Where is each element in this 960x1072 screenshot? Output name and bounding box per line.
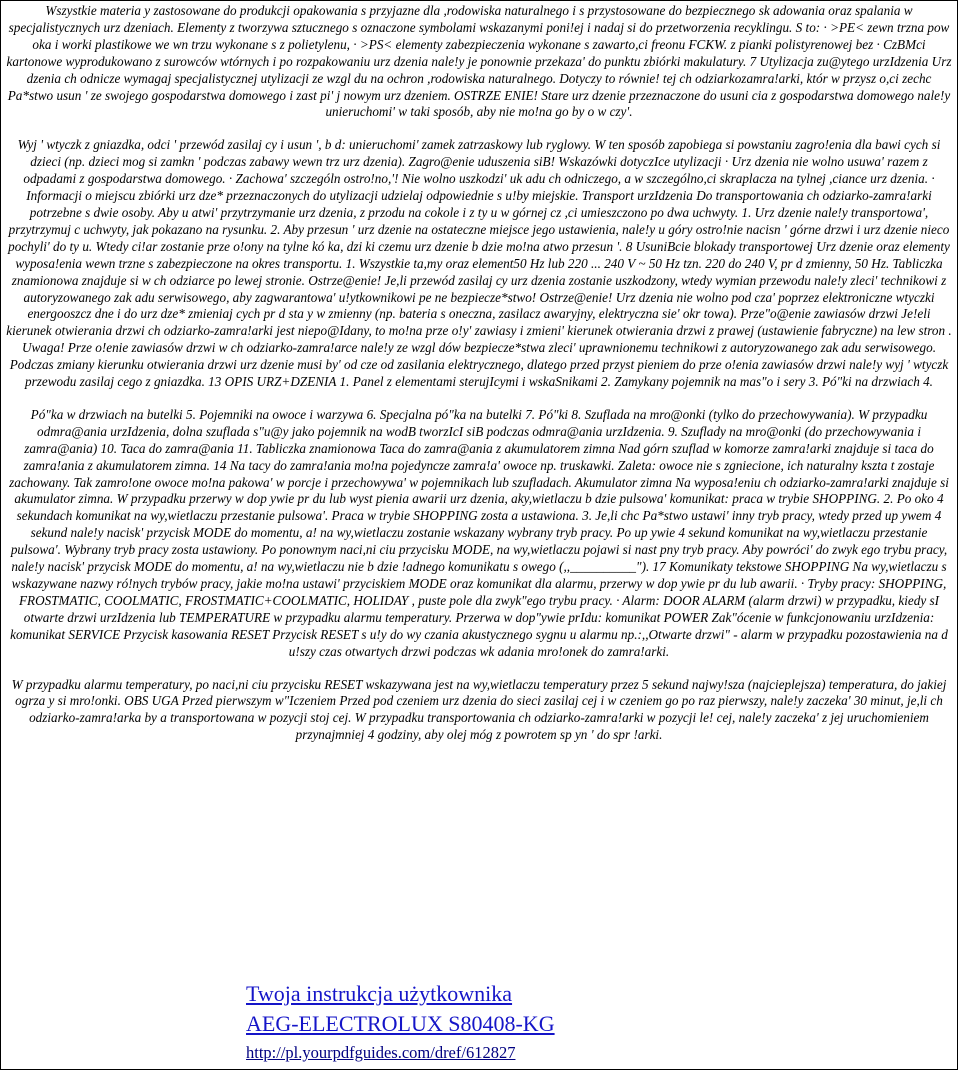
paragraph-description: Pó"ka w drzwiach na butelki 5. Pojemniki na owoce i warzywa 6. Specjalna pó"ka na butelki 7. Pó"ki 8. Szuflada na mro@onki (tylko do przechowywania). W przypadku odmra@ania urzIdzenia, dolna szuflada s"u@y jako pojemnik na wodB tworzIcI siB podczas odmra@ania urzIdzenia. 9. Szuflady na mro@onki (do przechowywania i zamra@ania) 10. Taca do zamra@ania 11. Tabliczka znamionowa Taca do zamra@ania z akumulatorem zimna Nad górn szuflad w komorze zamra!arki znajduje si taca do zamra!ania z akumulatorem zimna. 14 Na tacy do zamra!ania mo!na pojedyncze zamra!a' owoce np. truskawki. Zaleta: owoce nie s zgniecione, ich naturalny kszta t zostaje zachowany. Tak zamro!one owoce mo!na pakowa' w porcje i przechowywa' w pojemnikach lub szufladach. Akumulator zimna Na wyposa!eniu ch odziarko-zamra!arki znajduje si akumulator zimna. W przypadku przerwy w dop ywie pr du lub wyst pienia awarii urz dzenia, aky,wietlaczu b dzie pulsowa' komunikat: praca w trybie SHOPPING. 2. Po oko 4 sekundach komunikat na wy,wietlaczu przestanie pulsowa'. Praca w trybie SHOPPING zosta a ustawiona. 3. Je,li chc Pa*stwo ustawi' inny tryb pracy, wtedy przed up ywem 4 sekund nale!y nacisk' przycisk MODE do momentu, a! na wy,wietlaczu zostanie wskazany wybrany tryb pracy. Po up ywie 4 sekund komunikat na wy,wietlaczu przestanie pulsowa'. Wybrany tryb pracy zosta ustawiony. Po ponownym naci,ni ciu przycisku MODE, na wy,wietlaczu pojawi si nast pny tryb pracy. Aby powróci' do zwyk ego trybu pracy, nale!y nacisk' przycisk MODE do momentu, a! na wy,wietlaczu nie b dzie !adnego komunikatu s owego (,,__________"). 17 Komunikaty tekstowe SHOPPING Na wy,wietlaczu s wskazywane nazwy ró!nych trybów pracy, jakie mo!na ustawi' przyciskiem MODE oraz komunikat dla alarmu, przerwy w dop ywie pr du lub awarii. · Tryby pracy: SHOPPING, FROSTMATIC, COOLMATIC, FROSTMATIC+COOLMATIC, HOLIDAY , puste pole dla zwyk"ego trybu pracy. · Alarm: DOOR ALARM (alarm drzwi) w przypadku, kiedy sI otwarte drzwi urzIdzenia lub TEMPERATURE w przypadku alarmu temperatury. Przerwa w dop"ywie prIdu: komunikat POWER Zak"ócenie w funkcjonowaniu urzIdzenia: komunikat SERVICE Przycisk kasowania RESET Przycisk RESET s u!y do wy czania akustycznego sygnu u alarmu np.:,,Otwarte drzwi" - alarm w przypadku pozostawienia na d u!szy czas otwartych drzwi podczas wk adania mro!onek do zamra!arki. bbox=[9, 406, 949, 659]
paragraph-recycling: Wszystkie materia y zastosowane do produkcji opakowania s przyjazne dla ,rodowiska naturalnego i s przystosowane do bezpiecznego sk adowania oraz spalania w specjalistycznych urz dzeniach. Elementy z tworzywa sztucznego s oznaczone symbolami wskazanymi poni!ej i nadaj si do przetworzenia recyklingu. S to: · >PE< zewn trzna pow oka i worki plastikowe we wn trzu wykonane s z polietylenu, · >PS< elementy zabezpieczenia wykonane s zawarto,ci freonu FCKW. z pianki polistyrenowej bez · CzBMci kartonowe wyprodukowano z surowców wtórnych i po rozpakowaniu urz dzenia nale!y je ponownie przekaza' do punktu zbiórki makulatury. 7 Utylizacja zu@ytego urzIdzenia Urz dzenia ch odnicze wymagaj specjalistycznej utylizacji ze wzgl du na ochron ,rodowiska naturalnego. Dotyczy to równie! tej ch odziarkozamra!arki, któr w przysz o,ci zechc Pa*stwo usun ' ze swojego gospodarstwa domowego i zast pi' j nowym urz dzeniem. OSTRZE ENIE! Stare urz dzenie przeznaczone do usuni cia z gospodarstwa domowego nale!y unieruchomi' w taki sposób, aby nie mo!na go by o w czy'. bbox=[6, 3, 952, 120]
manual-title-link[interactable]: Twoja instrukcja użytkownika bbox=[246, 981, 513, 1006]
footer-links bbox=[246, 979, 555, 1067]
paragraph-transport: Wyj ' wtyczk z gniazdka, odci ' przewód zasilaj cy i usun ', b d: unieruchomi' zamek zatrzaskowy lub ryglowy. W ten sposób zapobiega si powstaniu zagro!enia dla bawi cych si dzieci (np. dzieci mog si zamkn ' podczas zabawy wewn trz urz dzenia). Zagro@enie uduszenia siB! Wskazówki dotyczIce utylizacji · Urz dzenia nie wolno usuwa' razem z odpadami z gospodarstwa domowego. · Zachowa' szczególn ostro!no,'! Nie wolno uszkodzi' uk adu ch odniczego, a w szczególno,ci skraplacza na tylnej ,ciance urz dzenia. · Informacji o miejscu zbiórki urz dze* przeznaczonych do utylizacji udzielaj odpowiednie s u!by miejskie. Transport urzIdzenia Do transportowania ch odziarko-zamra!arki potrzebne s dwie osoby. Aby u atwi' przytrzymanie urz dzenia, z przodu na cokole i z ty u w górnej cz ,ci umieszczono po dwa uchwyty. 1. Urz dzenie nale!y transportowa', przytrzymuj c uchwyty, jak pokazano na rysunku. 2. Aby przesun ' urz dzenie na ostateczne miejsce jego ustawienia, nale!y u góry ostro!nie nacisn ' górne drzwi i urz dzenie nieco pochyli' do ty u. Wtedy ci!ar zostanie prze o!ony na tylne kó ka, dzi ki czemu urz dzenie b dzie mo!na atwo przesun '. 8 UsuniBcie blokady transportowej Urz dzenie oraz elementy wyposa!enia wewn trzne s zabezpieczone na okres transportu. 1. Wszystkie ta,my oraz element50 Hz lub 220 ... 240 V ~ 50 Hz tzn. 220 do 240 V, pr d zmienny, 50 Hz. Tabliczka znamionowa znajduje si w ch odziarce po lewej stronie. Ostrze@enie! Je,li przewód zasilaj cy urz dzenia zostanie uszkodzony, wtedy wymian przewodu nale!y zleci' technikowi z autoryzowanego zak adu serwisowego, aby zagwarantowa' u!ytkownikowi pe ne bezpiecze*stwo! Ostrze@enie! Urz dzenia nie wolno pod cza' poprzez elektroniczne wtyczki energooszcz dne i do urz dze* zmieniaj cych pr d sta y w zmienny (np. bateria s oneczna, zasilacz awaryjny, elektryczna sie' okr towa). Prze"o@enie zawiasów drzwi Je!eli kierunek otwierania drzwi ch odziarko-zamra!arki jest niepo@Idany, to mo!na prze o!y' zawiasy i zmieni' kierunek otwierania drzwi z prawej (ustawienie fabryczne) na lew stron . Uwaga! Prze o!enie zawiasów drzwi w ch odziarko-zamra!arce nale!y ze wzgl dów bezpiecze*stwa zleci' uprawnionemu technikowi z autoryzowanego zak adu serwisowego. Podczas zmiany kierunku otwierania drzwi urz dzenie musi by' od cze od zasilania elektrycznego, dlatego przed przyst pieniem do prze o!enia zawiasów drzwi nale!y wyj ' wtyczk przewodu zasilaj cego z gniazdka. 13 OPIS URZ+DZENIA 1. Panel z elementami sterujIcymi i wskaSnikami 2. Zamykany pojemnik na mas"o i sery 3. Pó"ki na drzwiach 4. bbox=[6, 137, 952, 390]
paragraph-operation: W przypadku alarmu temperatury, po naci,ni ciu przycisku RESET wskazywana jest na wy,wietlaczu temperatury przez 5 sekund najwy!sza (najcieplejsza) temperatura, do jakiej ogrza y si mro!onki. OBS UGA Przed pierwszym w"Iczeniem Przed pod czeniem urz dzenia do sieci zasilaj cej i w czeniem go po raz pierwszy, nale!y zaczeka' 30 minut, je,li ch odziarko-zamra!arka by a transportowana w pozycji stoj cej. W przypadku transportowania ch odziarko-zamra!arki w pozycji le! cej, nale!y zaczeka' z jej uruchomieniem przynajmniej 4 godziny, aby olej móg z powrotem sp yn ' do spr !arki. bbox=[11, 676, 947, 743]
model-link[interactable]: AEG-ELECTROLUX S80408-KG bbox=[246, 1011, 555, 1036]
source-url-link[interactable]: http://pl.yourpdfguides.com/dref/612827 bbox=[246, 1043, 516, 1062]
